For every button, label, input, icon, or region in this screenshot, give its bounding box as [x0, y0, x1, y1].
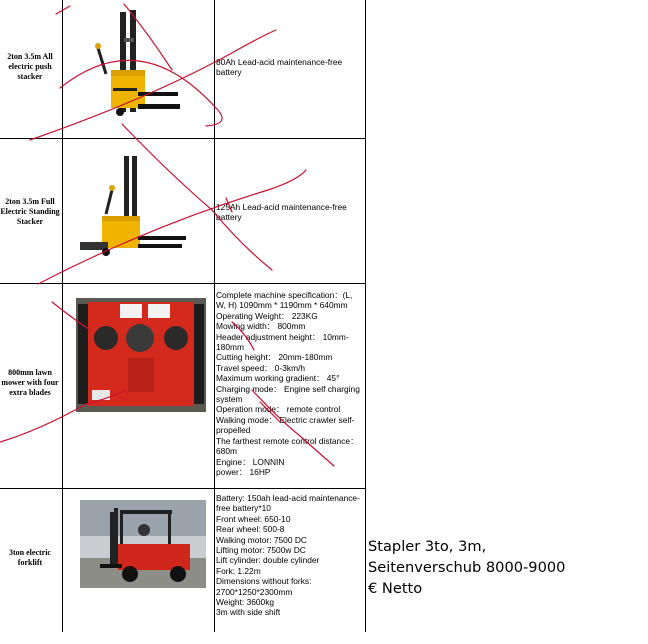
- product-spec: Complete machine specification：(L, W, H) 1090mm * 1190mm * 640mm Operating Weight： 223KG Mowing width： 800mm Header adjustment height： 10mm-180mm Cutting height： 20mm-180mm Travel speed： 0-3km/h Maximum working gradient： 45° Charging mode： Engine self charging system Operation mode： remote control Walking mode： Electric crawler self-propelled The farthest remote control distance： 680m Engine： LONNIN power： 16HP: [216, 290, 360, 477]
- price-note-line: Stapler 3to, 3m,: [368, 538, 487, 555]
- price-note: [368, 536, 646, 599]
- table-divider: [62, 0, 63, 632]
- electric-push-stacker-photo: [86, 8, 186, 128]
- table-divider: [214, 0, 215, 632]
- electric-forklift-photo: [80, 500, 206, 588]
- product-name: 800mm lawn mower with four extra blades: [1, 368, 59, 397]
- table-row-divider: [0, 283, 366, 284]
- table-divider: [365, 0, 366, 632]
- lawn-mower-photo: [76, 298, 206, 412]
- table-row-divider: [0, 488, 366, 489]
- product-name: 2ton 3.5m All electric push stacker: [7, 52, 53, 81]
- price-note-line: Seitenverschub 8000-9000: [368, 559, 566, 576]
- product-name: 2ton 3.5m Full Electric Standing Stacker: [0, 197, 60, 226]
- product-name: 3ton electric forklift: [9, 548, 51, 567]
- product-spec: 125Ah Lead-acid maintenance-free battery: [216, 202, 347, 223]
- table-row-divider: [0, 138, 366, 139]
- product-spec: Battery: 150ah lead-acid maintenance-free battery*10 Front wheel: 650-10 Rear wheel: 500-8 Walking motor: 7500 DC Lifting motor: 7500w DC Lift cylinder: double cylinder Fork: 1.22m Dimensions without forks: 2700*1250*2300mm Weight: 3600kg 3m with side shift: [216, 493, 360, 618]
- price-note-line: € Netto: [368, 580, 423, 597]
- product-spec: 80Ah Lead-acid maintenance-free battery: [216, 57, 343, 78]
- electric-standing-stacker-photo: [76, 154, 188, 264]
